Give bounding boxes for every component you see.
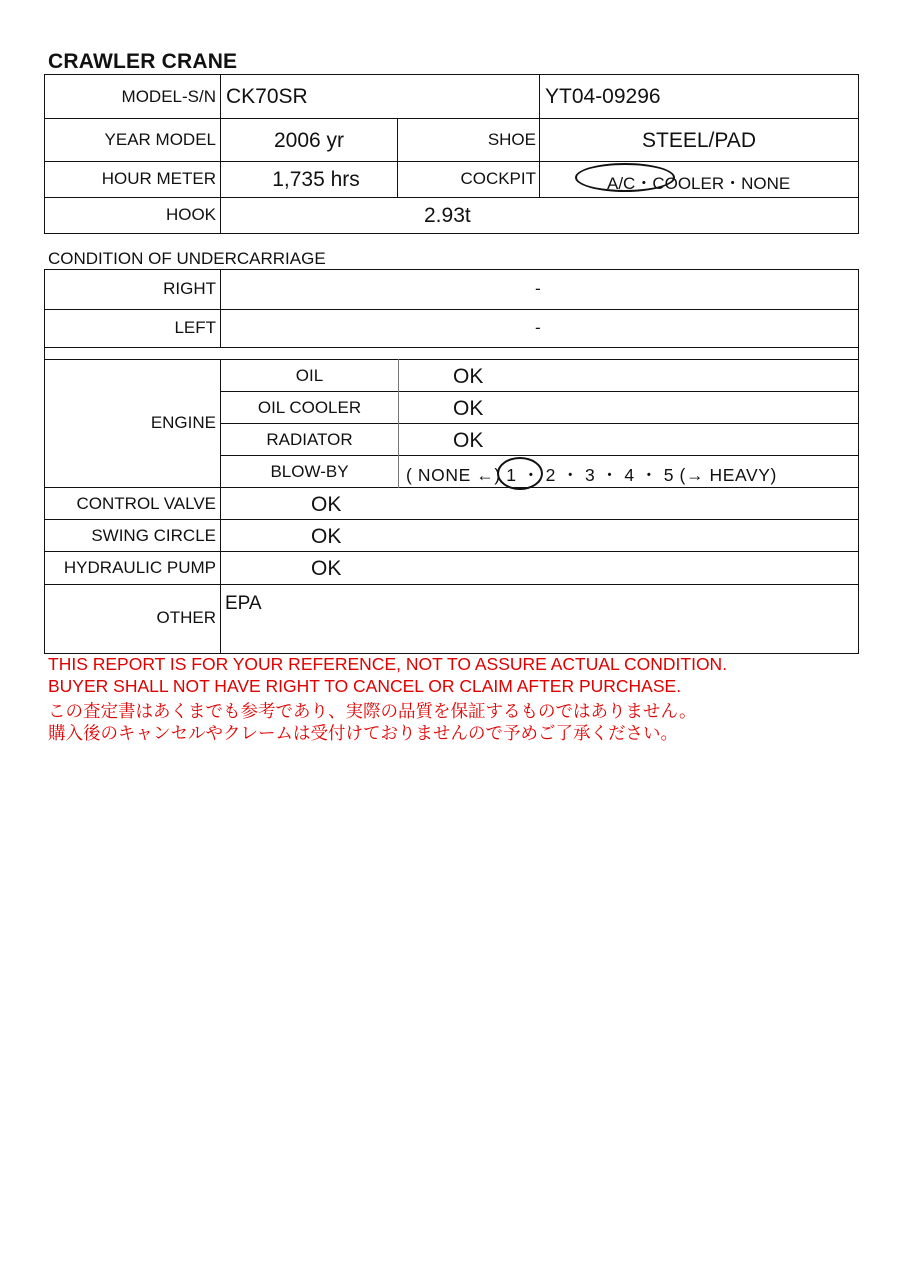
notice-line: BUYER SHALL NOT HAVE RIGHT TO CANCEL OR CLAIM AFTER PURCHASE. [48,676,682,696]
model-value: CK70SR [226,85,308,108]
oil-value: OK [453,365,484,388]
oil-cooler-value: OK [453,397,484,420]
shoe-label: SHOE [487,130,536,149]
swing-circle-value: OK [311,525,342,548]
radiator-value: OK [453,429,484,452]
swing-circle-label: SWING CIRCLE [91,526,216,545]
cockpit-label: COCKPIT [460,169,536,188]
cockpit-options: A/C・COOLER・NONE [607,174,791,193]
model-sn-label: MODEL-S/N [121,87,216,106]
hour-meter-value: 1,735 hrs [272,168,360,191]
oil-cooler-label: OIL COOLER [257,398,362,417]
hook-value: 2.93t [424,204,471,227]
shoe-value: STEEL/PAD [642,129,756,152]
other-label: OTHER [156,608,216,627]
year-model-label: YEAR MODEL [104,130,216,149]
page-title: CRAWLER CRANE [48,50,238,73]
engine-label: ENGINE [150,413,216,432]
notice-line: この査定書はあくまでも参考であり、実際の品質を保証するものではありません。 [48,701,697,721]
hook-label: HOOK [165,205,216,224]
blowby-label: BLOW-BY [270,462,349,481]
control-valve-value: OK [311,493,342,516]
serial-value: YT04-09296 [545,85,661,108]
cockpit-selected-circle [575,163,675,192]
other-value: EPA [225,593,262,614]
radiator-label: RADIATOR [266,430,353,449]
year-model-value: 2006 yr [273,129,345,152]
right-value: - [535,279,541,298]
notice-line: THIS REPORT IS FOR YOUR REFERENCE, NOT TO ASSURE ACTUAL CONDITION. [48,654,728,674]
undercarriage-heading: CONDITION OF UNDERCARRIAGE [48,249,326,268]
hydraulic-pump-value: OK [311,557,342,580]
control-valve-label: CONTROL VALVE [76,494,216,513]
left-label: LEFT [174,318,216,337]
blowby-scale: ( NONE ←) 1 ・ 2 ・ 3 ・ 4 ・ 5 (→ HEAVY) [406,465,777,485]
left-value: - [535,318,541,337]
blowby-selected-circle [497,457,543,490]
right-label: RIGHT [163,279,216,298]
notice-line: 購入後のキャンセルやクレームは受付けておりませんので予めご了承ください。 [48,723,678,743]
oil-label: OIL [295,366,324,385]
hydraulic-pump-label: HYDRAULIC PUMP [63,558,216,577]
hour-meter-label: HOUR METER [101,169,216,188]
